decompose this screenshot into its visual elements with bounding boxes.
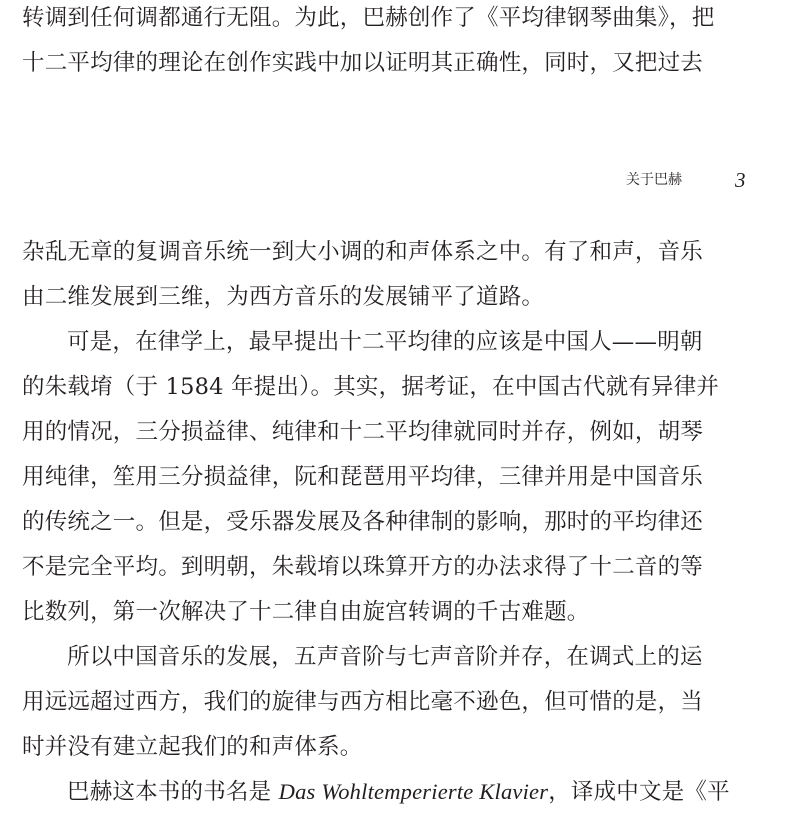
text-segment: ，译成中文是《平 bbox=[548, 779, 730, 805]
running-header-title: 关于巴赫 bbox=[626, 172, 682, 188]
page-number: 3 bbox=[735, 168, 746, 192]
text-line: 所以中国音乐的发展，五声音阶与七声音阶并存，在调式上的运 bbox=[67, 644, 703, 670]
text-segment: 巴赫这本书的书名是 bbox=[67, 779, 279, 805]
text-line: 时并没有建立起我们的和声体系。 bbox=[22, 734, 363, 760]
text-line: 由二维发展到三维，为西方音乐的发展铺平了道路。 bbox=[22, 284, 545, 310]
text-line: 用远远超过西方，我们的旋律与西方相比毫不逊色，但可惜的是，当 bbox=[22, 689, 704, 715]
text-line: 的朱载堉（于 1584 年提出）。其实，据考证，在中国古代就有异律并 bbox=[22, 374, 720, 400]
book-title-italic: Das Wohltemperierte Klavier bbox=[278, 779, 549, 804]
text-line: 转调到任何调都通行无阻。为此，巴赫创作了《平均律钢琴曲集》，把 bbox=[22, 5, 715, 31]
text-line: 比数列，第一次解决了十二律自由旋宫转调的千古难题。 bbox=[22, 599, 590, 625]
text-line: 可是，在律学上，最早提出十二平均律的应该是中国人——明朝 bbox=[67, 329, 703, 355]
text-line bbox=[67, 777, 752, 807]
text-line: 用纯律，笙用三分损益律，阮和琵琶用平均律，三律并用是中国音乐 bbox=[22, 464, 704, 490]
text-line: 杂乱无章的复调音乐统一到大小调的和声体系之中。有了和声，音乐 bbox=[22, 239, 704, 265]
text-line: 用的情况，三分损益律、纯律和十二平均律就同时并存，例如，胡琴 bbox=[22, 419, 704, 445]
text-line: 十二平均律的理论在创作实践中加以证明其正确性，同时，又把过去 bbox=[22, 50, 704, 76]
text-line: 不是完全平均。到明朝，朱载堉以珠算开方的办法求得了十二音的等 bbox=[22, 554, 704, 580]
text-line: 的传统之一。但是，受乐器发展及各种律制的影响，那时的平均律还 bbox=[22, 509, 704, 535]
